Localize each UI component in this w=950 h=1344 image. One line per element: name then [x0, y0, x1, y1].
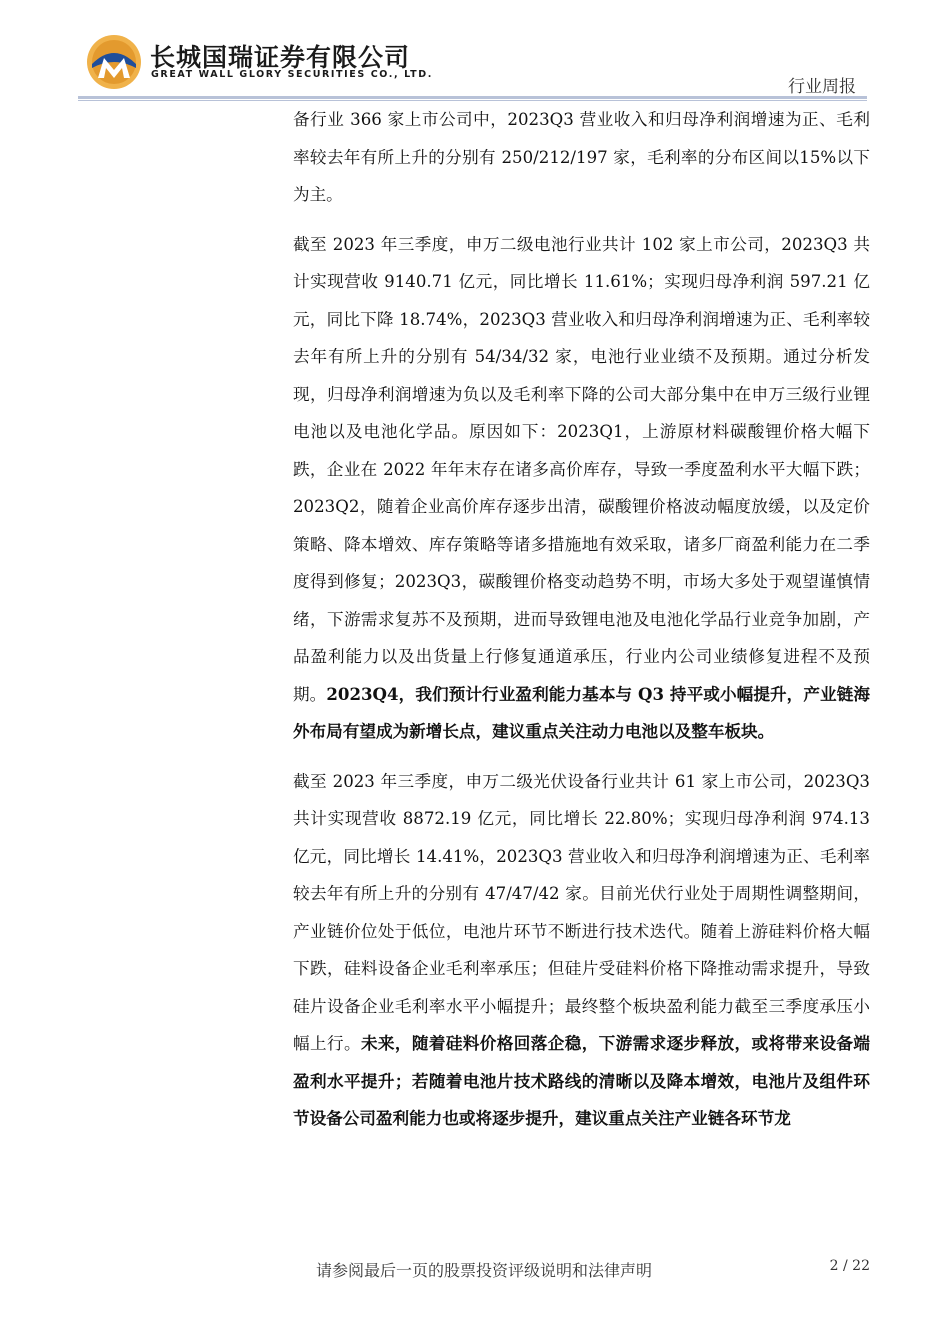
pv-outlook-highlight: 未来，随着硅料价格回落企稳，下游需求逐步释放，或将带来设备端盈利水平提升；若随着电池片技术路线的清晰以及降本增效，电池片及组件环节设备公司盈利能力也或将逐步提升，建议重点关注产业链各环节龙	[293, 1033, 871, 1128]
page-header	[0, 0, 950, 100]
disclaimer-note: 请参阅最后一页的股票投资评级说明和法律声明	[316, 1261, 653, 1280]
page-footer	[0, 1252, 950, 1282]
header-divider	[78, 96, 867, 99]
battery-analysis-text: 截至 2023 年三季度，申万二级电池行业共计 102 家上市公司，2023Q3 共计实现营收 9140.71 亿元，同比增长 11.61%；实现归母净利润 597.21 亿元，同比下降 18.74%，2023Q3 营业收入和归母净利润增速为正、毛利率较去年有所上升的分别有 54/34/32 家，电池行业业绩不及预期。通过分析发现，归母净利润增速为负以及毛利率下降的公司大部分集中在申万三级行业锂电池以及电池化学品。原因如下：2023Q1，上游原材料碳酸锂价格大幅下跌，企业在 2022 年年末存在诸多高价库存，导致一季度盈利水平大幅下跌；2023Q2，随着企业高价库存逐步出清，碳酸锂价格波动幅度放缓，以及定价策略、降本增效、库存策略等诸多措施地有效采取，诸多厂商盈利能力在二季度得到修复；2023Q3，碳酸锂价格变动趋势不明，市场大多处于观望谨慎情绪，下游需求复苏不及预期，进而导致锂电池及电池化学品行业竞争加剧，产品盈利能力以及出货量上行修复通道承压，行业内公司业绩修复进程不及预期。	[293, 234, 870, 704]
battery-outlook-highlight: 2023Q4，我们预计行业盈利能力基本与 Q3 持平或小幅提升，产业链海外布局有望成为新增长点，建议重点关注动力电池以及整车板块。	[293, 683, 870, 741]
pv-analysis-text: 截至 2023 年三季度，申万二级光伏设备行业共计 61 家上市公司，2023Q3 共计实现营收 8872.19 亿元，同比增长 22.80%；实现归母净利润 974.13 亿元，同比增长 14.41%，2023Q3 营业收入和归母净利润增速为正、毛利率较去年有所上升的分别有 47/47/42 家。目前光伏行业处于周期性调整期间，产业链价位处于低位，电池片环节不断进行技术迭代。随着上游硅料价格大幅下跌，硅料设备企业毛利率承压；但硅片受硅料价格下降推动需求提升，导致硅片设备企业毛利率水平小幅提升；最终整个板块盈利能力截至三季度承压小幅上行。	[293, 771, 870, 1053]
company-name-en: GREAT WALL GLORY SECURITIES CO., LTD.	[151, 69, 433, 80]
page-number: 2 / 22	[829, 1258, 870, 1274]
report-body	[293, 101, 870, 1150]
paragraph-pv-equipment	[293, 763, 870, 1138]
report-type-label: 行业周报	[788, 77, 856, 97]
paragraph-equipment-summary: 备行业 366 家上市公司中，2023Q3 营业收入和归母净利润增速为正、毛利率较去年有所上升的分别有 250/212/197 家，毛利率的分布区间以15%以下为主。	[293, 110, 870, 204]
paragraph-battery-industry	[293, 226, 870, 751]
company-name-cn: 长城国瑞证券有限公司	[150, 43, 411, 72]
company-logo-icon	[86, 34, 142, 90]
